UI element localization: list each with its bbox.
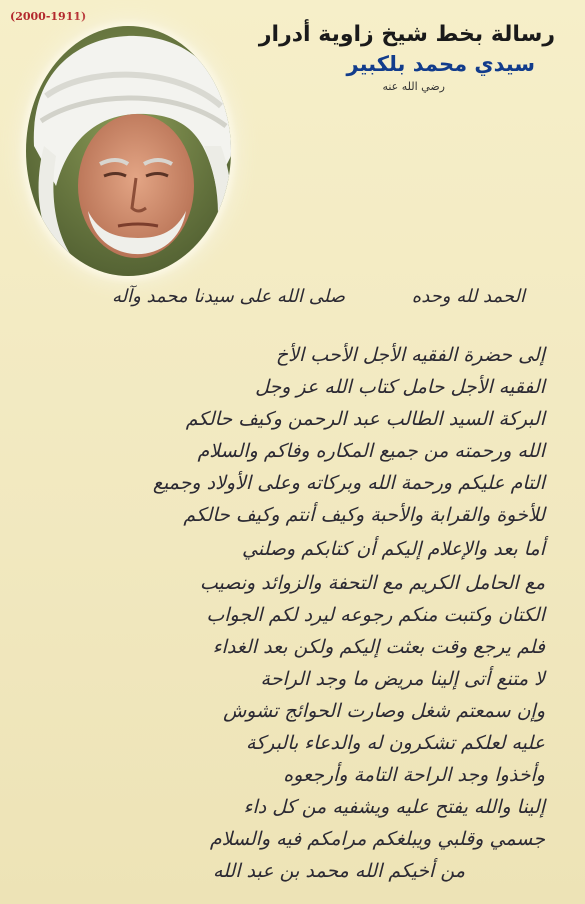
letter-line: فلم يرجع وقت بعثت إليكم ولكن بعد الغداء [212,636,545,658]
letter-line: الله ورحمته من جميع المكاره وفاكم والسلام [197,440,545,462]
letter-line: عليه لعلكم تشكرون له والدعاء بالبركة [245,732,545,754]
letter-line: إلى حضرة الفقيه الأجل الأحب الأخ [275,344,545,366]
letter-line: الكتان وكتبت منكم رجوعه ليرد لكم الجواب [206,604,545,626]
letter-line: إلينا والله يفتح عليه ويشفيه من كل داء [243,796,545,818]
years-label: (2000-1911) [10,10,87,23]
sheikh-name: سيدي محمد بلكبير [346,52,535,76]
letter-line: الفقيه الأجل حامل كتاب الله عز وجل [255,376,545,398]
letter-line: لا متنع أتى إلينا مريض ما وجد الراحة [260,668,545,690]
opening-blessing: صلى الله على سيدنا محمد وآله [111,286,345,307]
sheikh-portrait-icon [26,26,231,276]
letter-line: وإن سمعتم شغل وصارت الحوائج تشوش [223,700,545,722]
letter-line: جسمي وقلبي ويبلغكم مرامكم فيه والسلام [209,828,545,850]
honorific: رضي الله عنه [382,80,445,93]
title-block [235,20,555,96]
page-title: رسالة بخط شيخ زاوية أدرار [258,22,555,47]
letter-line: التام عليكم ورحمة الله وبركاته وعلى الأولاد وجميع [152,472,545,494]
letter-line: للأخوة والقرابة والأحبة وكيف أنتم وكيف حالكم [183,504,545,526]
letter-line: البركة السيد الطالب عبد الرحمن وكيف حالكم [185,408,545,430]
letter-signature: من أخيكم الله محمد بن عبد الله [212,860,465,882]
letter-line: أما بعد والإعلام إليكم أن كتابكم وصلني [242,538,545,560]
letter-line: وأخذوا وجد الراحة التامة وأرجعوه [283,764,545,786]
opening-praise: الحمد لله وحده [411,286,525,307]
letter-line: مع الحامل الكريم مع التحفة والزوائد ونصيب [199,572,545,594]
handwritten-letter [0,280,585,904]
